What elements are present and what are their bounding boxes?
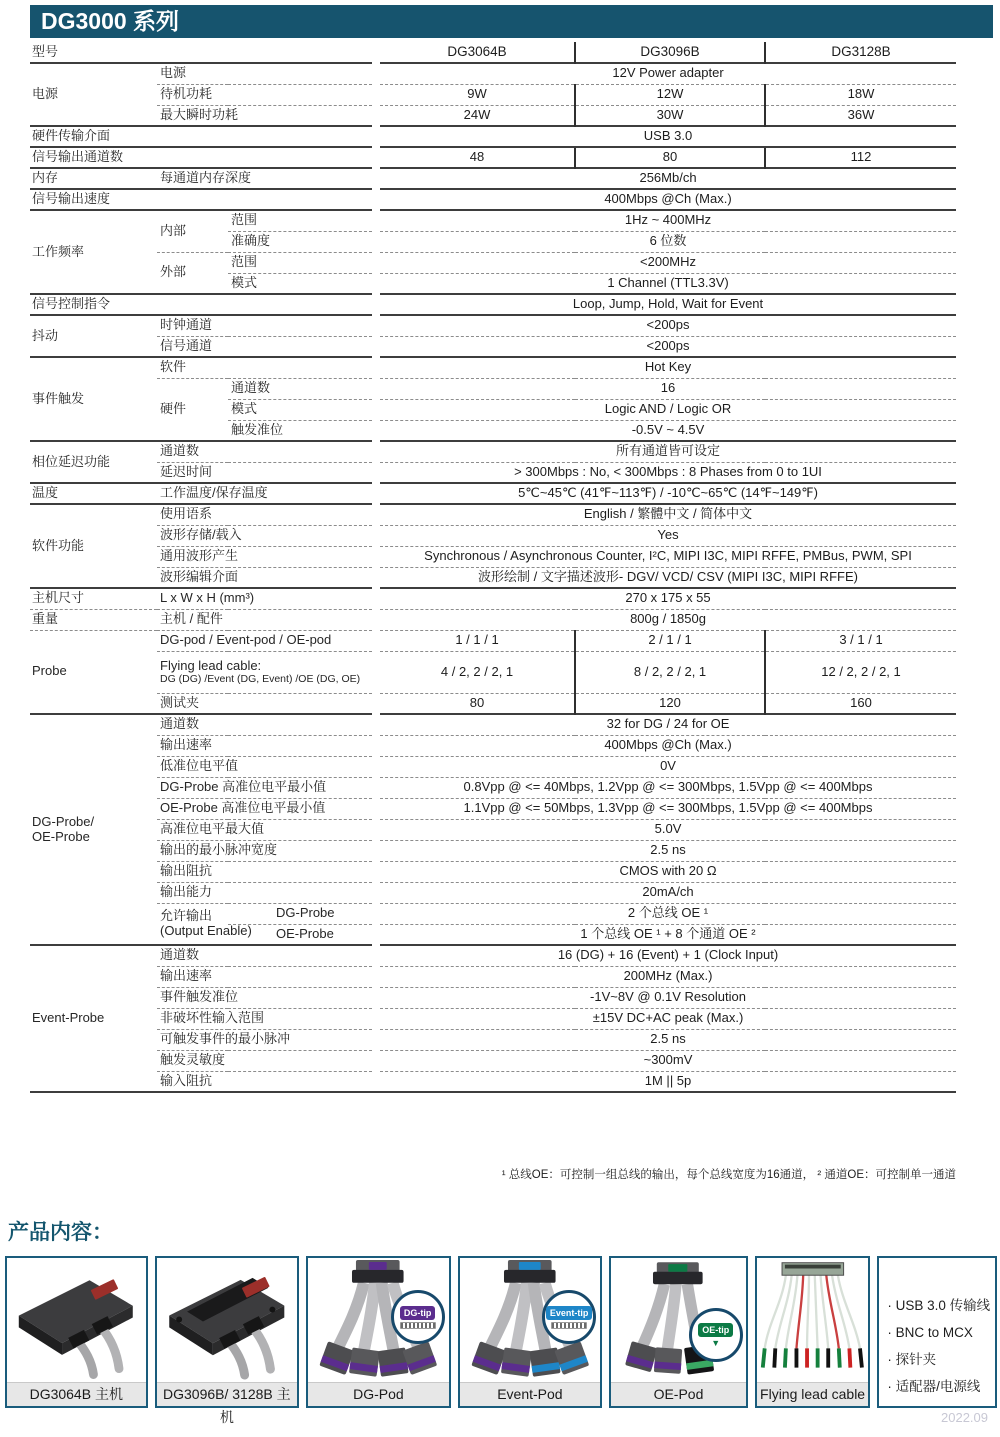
spacer-cell — [372, 588, 380, 609]
spec-subsub-label: OE-Probe — [228, 924, 372, 945]
spec-row — [30, 210, 956, 231]
product-card-dg-pod — [306, 1256, 451, 1408]
spec-row — [30, 861, 956, 882]
spec-row — [30, 630, 956, 651]
spec-sub-label-line: Flying lead cable: — [160, 657, 262, 673]
spacer-cell — [372, 861, 380, 882]
model-name: DG3128B — [765, 42, 956, 63]
model-col-label: 型号 — [32, 43, 59, 59]
spec-sub-label: 延迟时间 — [157, 462, 372, 483]
spacer-cell — [372, 294, 380, 315]
product-card-dg3064b — [5, 1256, 148, 1408]
spec-value: 200MHz (Max.) — [380, 966, 956, 987]
spec-value: -1V~8V @ 0.1V Resolution — [380, 987, 956, 1008]
spec-sub-label — [157, 903, 252, 945]
spec-sub-label: 波形存储/载入 — [157, 525, 372, 546]
spec-value: 2.5 ns — [380, 1029, 956, 1050]
spacer-cell — [372, 63, 380, 84]
product-card-dg3096b-3128b — [155, 1256, 300, 1425]
spacer-cell — [372, 231, 380, 252]
spec-sub-label: 每通道内存深度 — [157, 168, 372, 189]
spec-subsub-label: 模式 — [228, 273, 372, 294]
spec-sub-label: 通用波形产生 — [157, 546, 372, 567]
spec-value: Yes — [380, 525, 956, 546]
spec-value: 1Hz ~ 400MHz — [380, 210, 956, 231]
spec-row — [30, 819, 956, 840]
spec-value: <200ps — [380, 315, 956, 336]
spacer-cell — [372, 966, 380, 987]
spec-group-label — [30, 714, 157, 945]
spec-sub-label: 信号通道 — [157, 336, 372, 357]
spec-group-label: 事件触发 — [30, 357, 157, 441]
spec-value: Logic AND / Logic OR — [380, 399, 956, 420]
spacer-cell — [372, 840, 380, 861]
spec-value: 256Mb/ch — [380, 168, 956, 189]
spacer-cell — [372, 609, 380, 630]
spec-value: Synchronous / Asynchronous Counter, I²C, MIPI I3C, MIPI RFFE, PMBus, PWM, SPI — [380, 546, 956, 567]
spec-row — [30, 798, 956, 819]
spec-value: 8 / 2, 2 / 2, 1 — [575, 651, 765, 693]
spec-value: English / 繁體中文 / 简体中文 — [380, 504, 956, 525]
page-title: DG3000 系列 — [41, 8, 180, 34]
spec-row — [30, 651, 956, 693]
spec-row — [30, 903, 956, 924]
spec-group-label: Probe — [30, 630, 157, 714]
spec-sub-label: 通道数 — [157, 945, 372, 966]
spec-sub-label — [157, 651, 372, 693]
spec-sub-label: 通道数 — [157, 714, 372, 735]
spec-value: 2.5 ns — [380, 840, 956, 861]
spec-table — [30, 42, 956, 1093]
model-name: DG3064B — [447, 44, 507, 60]
dg3096b-photo — [157, 1258, 298, 1381]
spec-value: 2 / 1 / 1 — [575, 630, 765, 651]
event-tip-badge-label: Event-tip — [546, 1306, 593, 1320]
accessories-list — [879, 1258, 995, 1400]
spacer-cell — [372, 714, 380, 735]
spec-value: -0.5V ~ 4.5V — [380, 420, 956, 441]
spec-sub-label: 输出能力 — [157, 882, 372, 903]
spec-sub-label: 非破坏性输入范围 — [157, 1008, 372, 1029]
dg-tip-badge-label: DG-tip — [400, 1306, 436, 1320]
spec-value: 0V — [380, 756, 956, 777]
spacer-cell — [372, 252, 380, 273]
spacer-cell — [372, 546, 380, 567]
spec-sub-label: 输入阻抗 — [157, 1071, 372, 1092]
spec-value: 9W — [380, 84, 575, 105]
spec-row — [30, 357, 956, 378]
spec-value: 1 Channel (TTL3.3V) — [380, 273, 956, 294]
spec-sub-label: DG-pod / Event-pod / OE-pod — [157, 630, 372, 651]
spec-row — [30, 987, 956, 1008]
spec-subsub-label: 准确度 — [228, 231, 372, 252]
spec-sub-label: 软件 — [157, 357, 372, 378]
spec-value: 6 位数 — [380, 231, 956, 252]
spec-row — [30, 84, 956, 105]
spec-sub-label: 电源 — [157, 63, 372, 84]
spec-group-label: 信号输出速度 — [30, 189, 372, 210]
spec-row — [30, 777, 956, 798]
product-label: Event-Pod — [460, 1382, 601, 1406]
spacer-cell — [372, 903, 380, 924]
product-card-flying-lead-cable — [755, 1256, 871, 1408]
flying-lead-cable-photo — [757, 1258, 869, 1381]
page-title-bar — [30, 5, 993, 38]
spacer-cell — [372, 1050, 380, 1071]
spec-row — [30, 378, 956, 399]
spec-value: 24W — [380, 105, 575, 126]
spec-row — [30, 315, 956, 336]
spec-row — [30, 462, 956, 483]
spec-row — [30, 252, 956, 273]
spec-value: ~300mV — [380, 1050, 956, 1071]
spec-sub-label: 内部 — [157, 210, 228, 252]
spec-group-label-line: DG-Probe/ — [32, 813, 95, 829]
spacer-cell — [372, 210, 380, 231]
spacer-cell — [372, 1071, 380, 1092]
product-label: DG3096B/ 3128B 主机 — [157, 1382, 298, 1406]
spec-group-label: Event-Probe — [30, 945, 157, 1092]
spacer-cell — [372, 693, 380, 714]
spec-value: 1 个总线 OE ¹ + 8 个通道 OE ² — [380, 924, 956, 945]
spec-value: <200MHz — [380, 252, 956, 273]
spec-sub-label: 高准位电平最大值 — [157, 819, 372, 840]
spec-group-label-line: OE-Probe — [32, 828, 90, 844]
spacer-cell — [372, 735, 380, 756]
spacer-cell — [372, 84, 380, 105]
spec-value: 所有通道皆可设定 — [380, 441, 956, 462]
oe-tip-arrow-icon: ▼ — [711, 1338, 721, 1348]
spec-value: 0.8Vpp @ <= 40Mbps, 1.2Vpp @ <= 300Mbps, 1.5Vpp @ <= 400Mbps — [380, 777, 956, 798]
spacer-cell — [372, 987, 380, 1008]
spec-value: 5.0V — [380, 819, 956, 840]
spec-group-label: 工作频率 — [30, 210, 157, 294]
spec-row — [30, 609, 956, 630]
spec-group-label: 电源 — [30, 63, 157, 126]
spec-subsub-label: 模式 — [228, 399, 372, 420]
spec-value: 20mA/ch — [380, 882, 956, 903]
spacer-cell — [372, 168, 380, 189]
spec-row — [30, 1071, 956, 1092]
accessory-item: · 适配器/电源线 — [887, 1379, 981, 1394]
spec-value: ±15V DC+AC peak (Max.) — [380, 1008, 956, 1029]
spec-value: 48 — [380, 147, 575, 168]
spec-value: 12 / 2, 2 / 2, 1 — [765, 651, 956, 693]
spec-group-label: 信号控制指令 — [30, 294, 372, 315]
spec-value: 80 — [575, 147, 765, 168]
spec-sub-label: 输出阻抗 — [157, 861, 372, 882]
product-contents-heading: 产品内容： — [8, 1221, 113, 1244]
spec-subsub-label: 范围 — [228, 252, 372, 273]
spec-sub-label: 输出速率 — [157, 735, 372, 756]
spec-row — [30, 441, 956, 462]
spec-value: Loop, Jump, Hold, Wait for Event — [380, 294, 956, 315]
spec-sub-label-line: 允许输出 — [160, 907, 213, 923]
spacer-cell — [372, 483, 380, 504]
spacer-cell — [372, 651, 380, 693]
spec-sub-label: 外部 — [157, 252, 228, 294]
spacer-cell — [372, 147, 380, 168]
spacer-cell — [372, 924, 380, 945]
spec-row — [30, 336, 956, 357]
event-tip-ruler-icon — [551, 1322, 587, 1329]
spec-table-body — [30, 42, 956, 1092]
spec-value: 4 / 2, 2 / 2, 1 — [380, 651, 575, 693]
spacer-cell — [372, 1008, 380, 1029]
spec-value: 波形绘制 / 文字描述波形- DGV/ VCD/ CSV (MIPI I3C, MIPI RFFE) — [380, 567, 956, 588]
spec-value: USB 3.0 — [380, 126, 956, 147]
oe-tip-badge-label: OE-tip — [698, 1323, 733, 1337]
spec-value: 30W — [575, 105, 765, 126]
spacer-cell — [372, 189, 380, 210]
product-card-accessories — [877, 1256, 997, 1408]
spec-group-label: 内存 — [30, 168, 157, 189]
spec-sub-label: 主机 / 配件 — [157, 609, 372, 630]
spacer-cell — [372, 1029, 380, 1050]
spec-value: 5℃~45℃ (41℉~113℉) / -10℃~65℃ (14℉~149℉) — [380, 483, 956, 504]
spec-row — [30, 63, 956, 84]
spec-row — [30, 693, 956, 714]
spec-sub-label: 输出的最小脉冲宽度 — [157, 840, 372, 861]
spec-group-label: 温度 — [30, 483, 157, 504]
spec-group-label: 抖动 — [30, 315, 157, 357]
spec-sub-label: 事件触发准位 — [157, 987, 372, 1008]
spec-sub-label: 硬件 — [157, 378, 228, 441]
spec-row — [30, 294, 956, 315]
spacer-cell — [372, 42, 380, 63]
spec-sub-label: 时钟通道 — [157, 315, 372, 336]
spacer-cell — [372, 105, 380, 126]
spacer-cell — [372, 441, 380, 462]
spec-group-label: 重量 — [30, 609, 157, 630]
spec-group-label: 相位延迟功能 — [30, 441, 157, 483]
spec-sub-label: 工作温度/保存温度 — [157, 483, 372, 504]
spec-sub-label: 波形编辑介面 — [157, 567, 372, 588]
product-label: DG-Pod — [308, 1382, 449, 1406]
spec-row — [30, 1029, 956, 1050]
model-header-row — [30, 42, 956, 63]
spec-value: 1.1Vpp @ <= 50Mbps, 1.3Vpp @ <= 300Mbps, 1.5Vpp @ <= 400Mbps — [380, 798, 956, 819]
spec-value: 32 for DG / 24 for OE — [380, 714, 956, 735]
product-label: Flying lead cable — [757, 1382, 869, 1406]
spec-row — [30, 525, 956, 546]
product-card-event-pod — [458, 1256, 603, 1408]
spec-value: 120 — [575, 693, 765, 714]
product-label: DG3064B 主机 — [7, 1382, 146, 1406]
spec-row — [30, 882, 956, 903]
spec-row — [30, 189, 956, 210]
accessory-item: · BNC to MCX — [887, 1325, 973, 1340]
spacer-cell — [372, 315, 380, 336]
spacer-cell — [372, 126, 380, 147]
spec-row — [30, 126, 956, 147]
dg-tip-ruler-icon — [400, 1322, 436, 1329]
spacer-cell — [372, 798, 380, 819]
spec-value: > 300Mbps : No, < 300Mbps : 8 Phases from 0 to 1UI — [380, 462, 956, 483]
spec-row — [30, 546, 956, 567]
spacer-cell — [372, 336, 380, 357]
spec-value: 112 — [765, 147, 956, 168]
spec-row — [30, 966, 956, 987]
spec-row — [30, 756, 956, 777]
spacer-cell — [372, 882, 380, 903]
spec-group-label: 软件功能 — [30, 504, 157, 588]
spec-value: 80 — [380, 693, 575, 714]
spec-value: Hot Key — [380, 357, 956, 378]
spec-value: 160 — [765, 693, 956, 714]
spec-sub-label: 使用语系 — [157, 504, 372, 525]
spec-value: 18W — [765, 84, 956, 105]
spacer-cell — [372, 525, 380, 546]
dg3064b-photo — [7, 1258, 146, 1381]
spec-sub-label: 低准位电平值 — [157, 756, 372, 777]
spec-value: 12W — [575, 84, 765, 105]
spec-value: 800g / 1850g — [380, 609, 956, 630]
product-card-oe-pod — [609, 1256, 748, 1408]
spec-value: 400Mbps @Ch (Max.) — [380, 735, 956, 756]
spec-group-label: 信号输出通道数 — [30, 147, 372, 168]
spec-sub-label: 输出速率 — [157, 966, 372, 987]
spec-value: 16 (DG) + 16 (Event) + 1 (Clock Input) — [380, 945, 956, 966]
spacer-cell — [372, 504, 380, 525]
spec-value: 16 — [380, 378, 956, 399]
revision-date: 2022.09 — [941, 1410, 988, 1425]
accessory-item: · 探针夹 — [887, 1352, 937, 1367]
spec-value: 1M || 5p — [380, 1071, 956, 1092]
spec-sub-label: OE-Probe 高准位电平最小值 — [157, 798, 372, 819]
spec-sub-label: DG-Probe 高准位电平最小值 — [157, 777, 372, 798]
spec-subsub-label: 通道数 — [228, 378, 372, 399]
spec-value: 12V Power adapter — [380, 63, 956, 84]
spec-row — [30, 504, 956, 525]
spacer-cell — [372, 273, 380, 294]
spec-row — [30, 483, 956, 504]
spec-row — [30, 735, 956, 756]
spacer-cell — [372, 399, 380, 420]
spec-row — [30, 147, 956, 168]
spec-row — [30, 168, 956, 189]
spec-sub-label: 待机功耗 — [157, 84, 372, 105]
spec-sub-label-line: DG (DG) /Event (DG, Event) /OE (DG, OE) — [160, 673, 361, 686]
spec-sub-label: 通道数 — [157, 441, 372, 462]
spacer-cell — [372, 756, 380, 777]
product-label: OE-Pod — [611, 1382, 746, 1406]
table-footnote: ¹ 总线OE：可控制一组总线的输出，每个总线宽度为16通道， ² 通道OE：可控制单一通道 — [501, 1169, 956, 1181]
spec-value: CMOS with 20 Ω — [380, 861, 956, 882]
spec-value: 400Mbps @Ch (Max.) — [380, 189, 956, 210]
accessory-item: · USB 3.0 传输线 — [887, 1298, 991, 1313]
spec-value: 2 个总线 OE ¹ — [380, 903, 956, 924]
spec-row — [30, 588, 956, 609]
spacer-cell — [372, 462, 380, 483]
spec-subsub-label: 触发准位 — [228, 420, 372, 441]
spec-group-label: 主机尺寸 — [30, 588, 157, 609]
model-name: DG3096B — [575, 42, 765, 63]
spec-sub-label-line: (Output Enable) — [160, 922, 252, 938]
dg-tip-badge — [391, 1290, 445, 1344]
spec-value: 3 / 1 / 1 — [765, 630, 956, 651]
spacer-cell — [372, 945, 380, 966]
spec-row — [30, 567, 956, 588]
spacer-cell — [372, 630, 380, 651]
spacer-cell — [372, 777, 380, 798]
spacer-cell — [372, 378, 380, 399]
spacer-cell — [372, 357, 380, 378]
spec-value: 36W — [765, 105, 956, 126]
spec-row — [30, 840, 956, 861]
spec-row — [30, 945, 956, 966]
spec-subsub-label: DG-Probe — [228, 903, 372, 924]
event-tip-badge — [542, 1290, 596, 1344]
spacer-cell — [372, 567, 380, 588]
spec-subsub-label: 范围 — [228, 210, 372, 231]
spec-row — [30, 105, 956, 126]
spec-group-label: 硬件传输介面 — [30, 126, 372, 147]
spec-sub-label: 最大瞬时功耗 — [157, 105, 372, 126]
spec-value: 1 / 1 / 1 — [380, 630, 575, 651]
oe-tip-badge — [689, 1308, 743, 1362]
spec-value: <200ps — [380, 336, 956, 357]
spec-row — [30, 1050, 956, 1071]
spec-value: 270 x 175 x 55 — [380, 588, 956, 609]
spacer-cell — [372, 819, 380, 840]
spec-sub-label: 可触发事件的最小脉冲 — [157, 1029, 372, 1050]
spec-row — [30, 714, 956, 735]
spacer-cell — [372, 420, 380, 441]
spec-sub-label: 触发灵敏度 — [157, 1050, 372, 1071]
spec-row — [30, 1008, 956, 1029]
spec-sub-label: L x W x H (mm³) — [157, 588, 372, 609]
spec-sub-label: 测试夹 — [157, 693, 372, 714]
